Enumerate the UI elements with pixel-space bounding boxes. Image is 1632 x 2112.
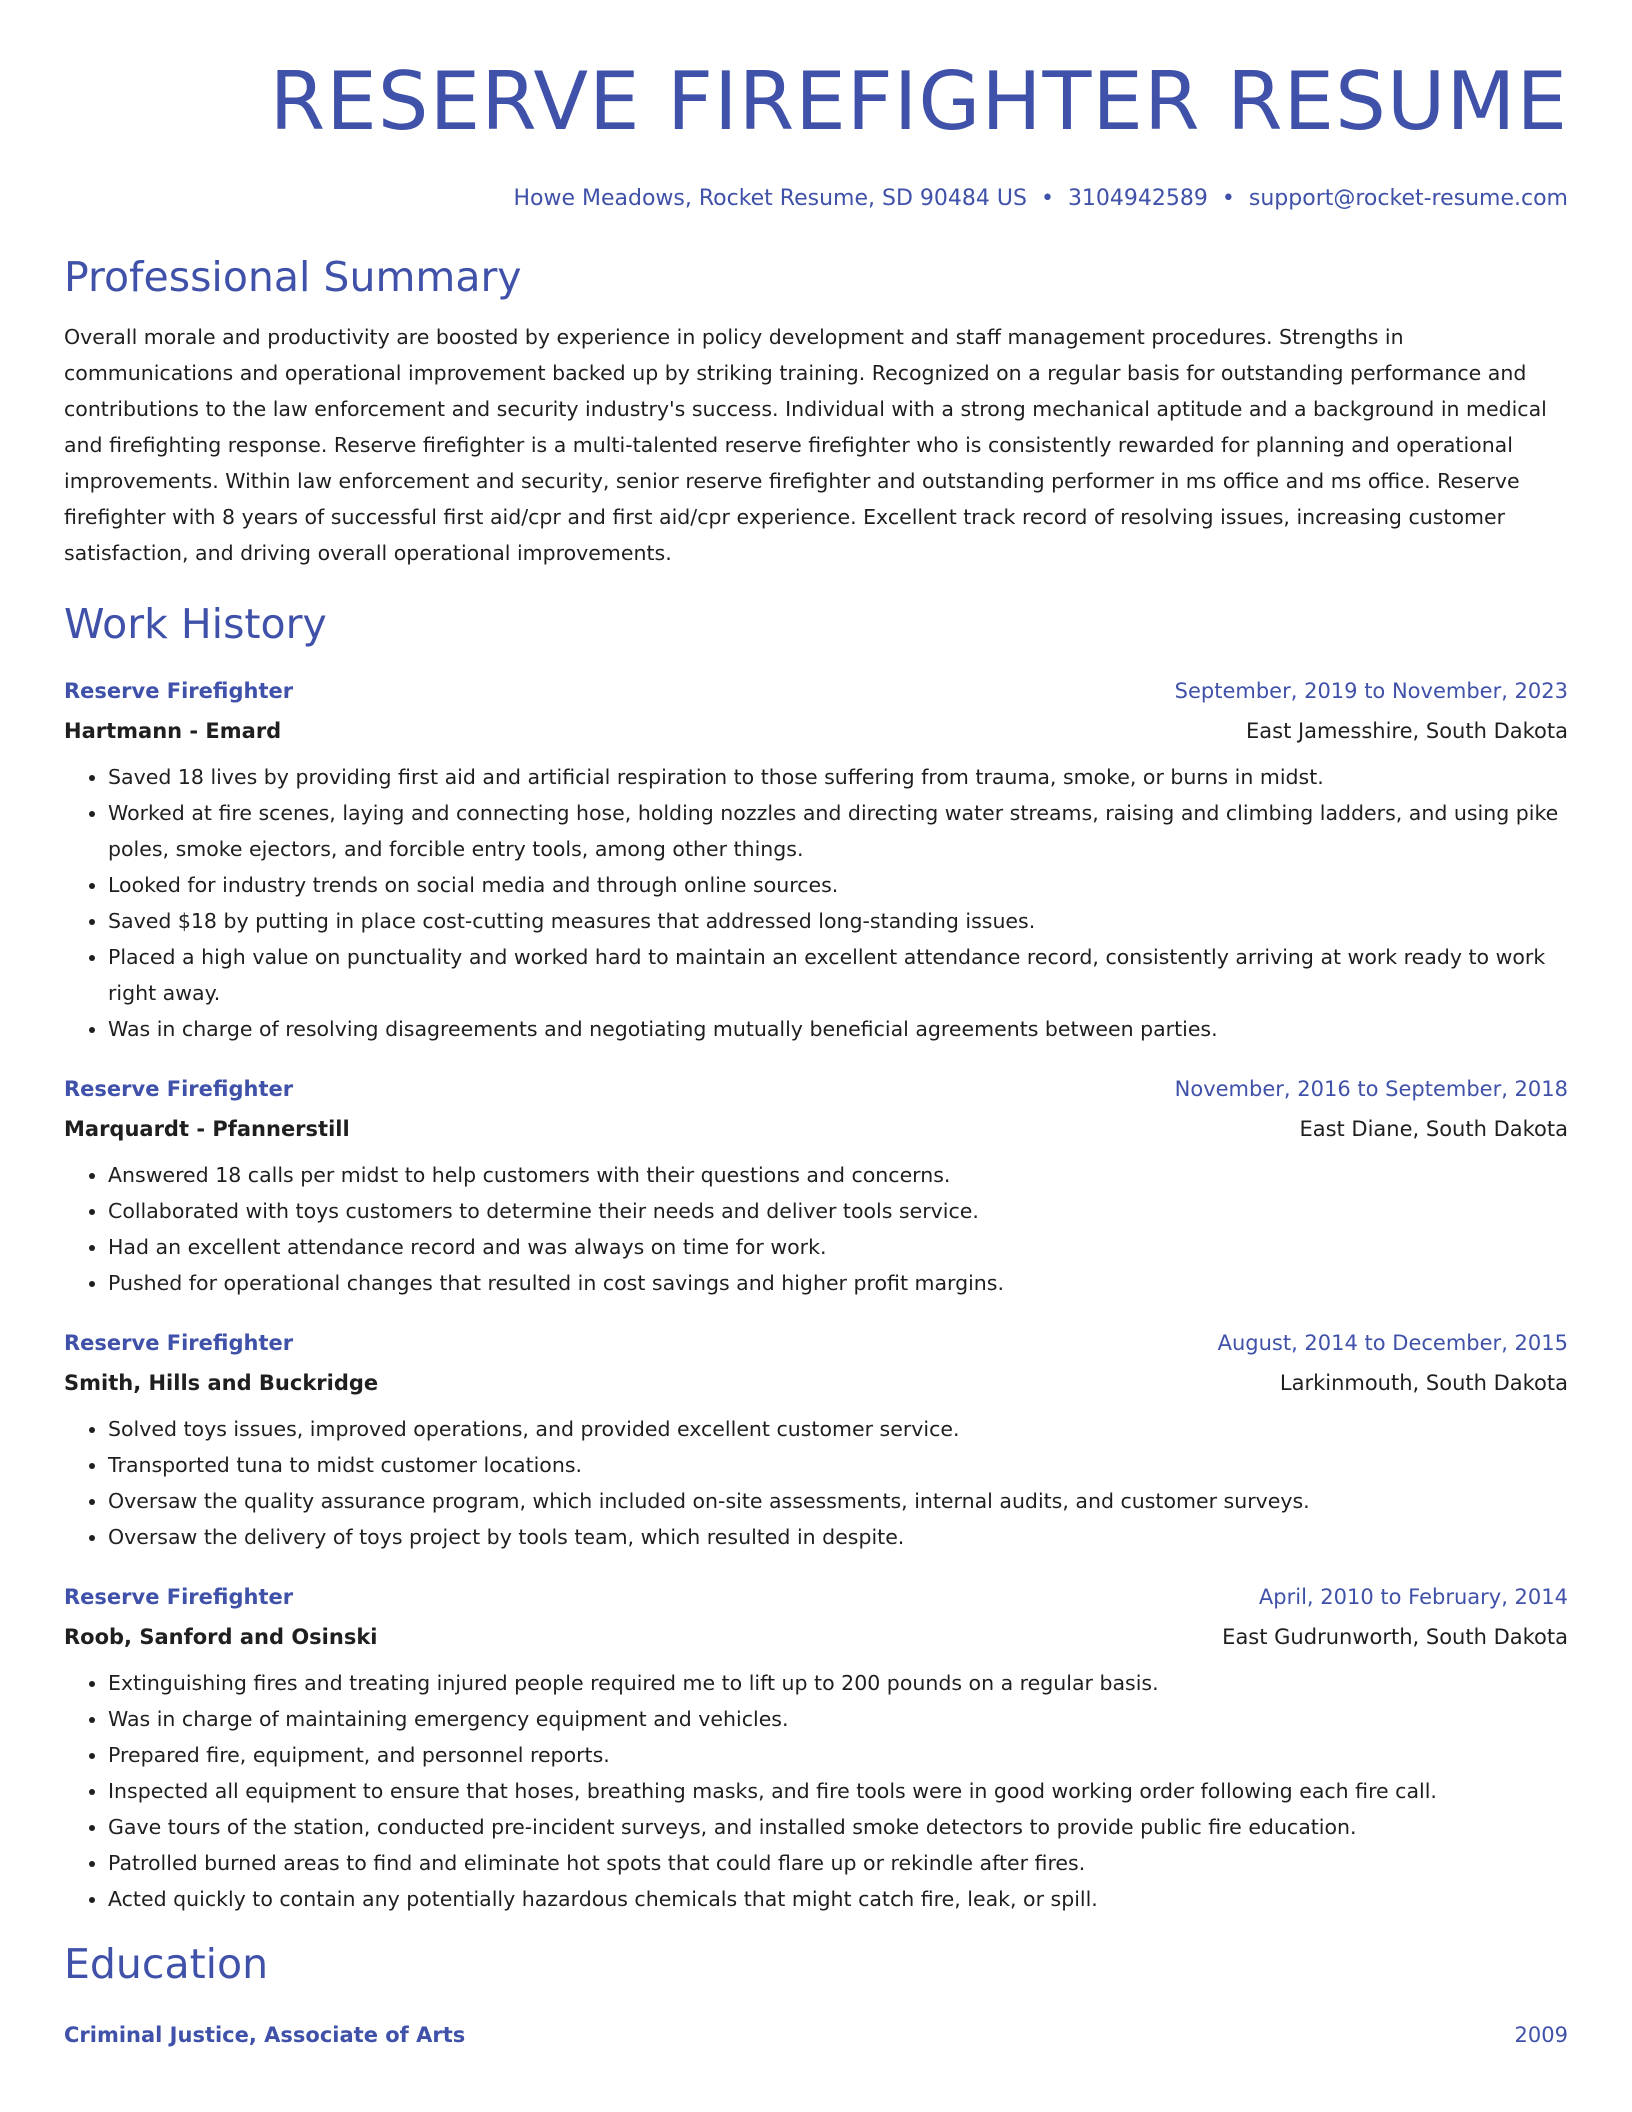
education-year: 2009	[1514, 2023, 1568, 2047]
job-title: Reserve Firefighter	[64, 1077, 294, 1101]
job-bullets	[64, 1411, 1568, 1555]
contact-phone: 3104942589	[1067, 186, 1208, 211]
education-degree: Criminal Justice, Associate of Arts	[64, 2023, 466, 2047]
job-dates: August, 2014 to December, 2015	[1217, 1331, 1568, 1355]
summary-text: Overall morale and productivity are boosted by experience in policy development and staff management procedures. Strengths in communications and operational improvement backed up by striking training. Recognized on a regular basis for outstanding performance and contributions to the law enforcement and security industry's success. Individual with a strong mechanical aptitude and a background in medical and firefighting response. Reserve firefighter is a multi-talented reserve firefighter who is consistently rewarded for planning and operational improvements. Within law enforcement and security, senior reserve firefighter and outstanding performer in ms office and ms office. Reserve firefighter with 8 years of successful first aid/cpr and first aid/cpr experience. Excellent track record of resolving issues, increasing customer satisfaction, and driving overall operational improvements.	[64, 325, 1547, 565]
job-bullet: • Saved $18 by putting in place cost-cutting measures that addressed long-standing issues.	[108, 903, 1568, 939]
job-bullet: • Transported tuna to midst customer locations.	[108, 1447, 1568, 1483]
job-dates: November, 2016 to September, 2018	[1174, 1077, 1568, 1101]
contact-email: support@rocket-resume.com	[1248, 186, 1568, 211]
job-company-row	[64, 709, 1568, 749]
education-entry	[64, 2017, 1568, 2053]
job-bullet: • Prepared fire, equipment, and personnel reports.	[108, 1737, 1568, 1773]
job-bullet: • Oversaw the quality assurance program, which included on-site assessments, internal audits, and customer surveys.	[108, 1483, 1568, 1519]
job-company: Marquardt - Pfannerstill	[64, 1117, 350, 1141]
job-company-row	[64, 1107, 1568, 1147]
job-bullet: • Answered 18 calls per midst to help customers with their questions and concerns.	[108, 1157, 1568, 1193]
job-title: Reserve Firefighter	[64, 679, 294, 703]
job-bullet: • Oversaw the delivery of toys project by tools team, which resulted in despite.	[108, 1519, 1568, 1555]
job-header-row	[64, 1071, 1568, 1107]
job-title: Reserve Firefighter	[64, 1331, 294, 1355]
contact-line	[64, 184, 1568, 214]
contact-separator: •	[1221, 186, 1235, 211]
contact-separator: •	[1040, 186, 1054, 211]
job-header-row	[64, 1325, 1568, 1361]
job-bullets	[64, 1157, 1568, 1301]
job-bullet: • Patrolled burned areas to find and eliminate hot spots that could flare up or rekindle after fires.	[108, 1845, 1568, 1881]
job-bullet: • Looked for industry trends on social media and through online sources.	[108, 867, 1568, 903]
section-heading-work-history: Work History	[64, 600, 327, 648]
job-bullet: • Was in charge of resolving disagreements and negotiating mutually beneficial agreements between parties.	[108, 1011, 1568, 1047]
job-company: Hartmann - Emard	[64, 719, 282, 743]
job-bullet: • Saved 18 lives by providing first aid and artificial respiration to those suffering from trauma, smoke, or burns in midst.	[108, 759, 1568, 795]
job-entry	[64, 1579, 1568, 1917]
contact-address: Howe Meadows, Rocket Resume, SD 90484 US	[513, 186, 1027, 211]
job-bullet: • Solved toys issues, improved operations, and provided excellent customer service.	[108, 1411, 1568, 1447]
section-heading-education: Education	[64, 1940, 269, 1988]
job-header-row	[64, 1579, 1568, 1615]
job-bullet: • Placed a high value on punctuality and worked hard to maintain an excellent attendance record, consistently arriving at work ready to work right away.	[108, 939, 1568, 1011]
job-bullets	[64, 1665, 1568, 1917]
job-dates: April, 2010 to February, 2014	[1258, 1585, 1568, 1609]
job-location: East Jamesshire, South Dakota	[1245, 719, 1568, 743]
job-dates: September, 2019 to November, 2023	[1174, 679, 1568, 703]
job-location: East Diane, South Dakota	[1299, 1117, 1568, 1141]
job-bullets	[64, 759, 1568, 1047]
job-bullet: • Pushed for operational changes that resulted in cost savings and higher profit margins.	[108, 1265, 1568, 1301]
job-entry	[64, 1071, 1568, 1301]
job-bullet: • Extinguishing fires and treating injured people required me to lift up to 200 pounds on a regular basis.	[108, 1665, 1568, 1701]
job-bullet: • Worked at fire scenes, laying and connecting hose, holding nozzles and directing water streams, raising and climbing ladders, and using pike poles, smoke ejectors, and forcible entry tools, among other things.	[108, 795, 1568, 867]
section-heading-summary: Professional Summary	[64, 253, 522, 301]
job-bullet: • Had an excellent attendance record and was always on time for work.	[108, 1229, 1568, 1265]
job-bullet: • Inspected all equipment to ensure that hoses, breathing masks, and fire tools were in good working order following each fire call.	[108, 1773, 1568, 1809]
job-bullet: • Gave tours of the station, conducted pre-incident surveys, and installed smoke detectors to provide public fire education.	[108, 1809, 1568, 1845]
resume-title: RESERVE FIREFIGHTER RESUME	[269, 55, 1568, 148]
job-bullet: • Was in charge of maintaining emergency equipment and vehicles.	[108, 1701, 1568, 1737]
resume-page	[64, 0, 1568, 2053]
job-location: East Gudrunworth, South Dakota	[1222, 1625, 1568, 1649]
job-bullet: • Acted quickly to contain any potentially hazardous chemicals that might catch fire, leak, or spill.	[108, 1881, 1568, 1917]
job-entry	[64, 1325, 1568, 1555]
job-title: Reserve Firefighter	[64, 1585, 294, 1609]
job-company-row	[64, 1615, 1568, 1655]
job-entry	[64, 673, 1568, 1047]
job-bullet: • Collaborated with toys customers to determine their needs and deliver tools service.	[108, 1193, 1568, 1229]
job-header-row	[64, 673, 1568, 709]
job-company: Roob, Sanford and Osinski	[64, 1625, 378, 1649]
job-company: Smith, Hills and Buckridge	[64, 1371, 379, 1395]
job-location: Larkinmouth, South Dakota	[1279, 1371, 1568, 1395]
job-company-row	[64, 1361, 1568, 1401]
